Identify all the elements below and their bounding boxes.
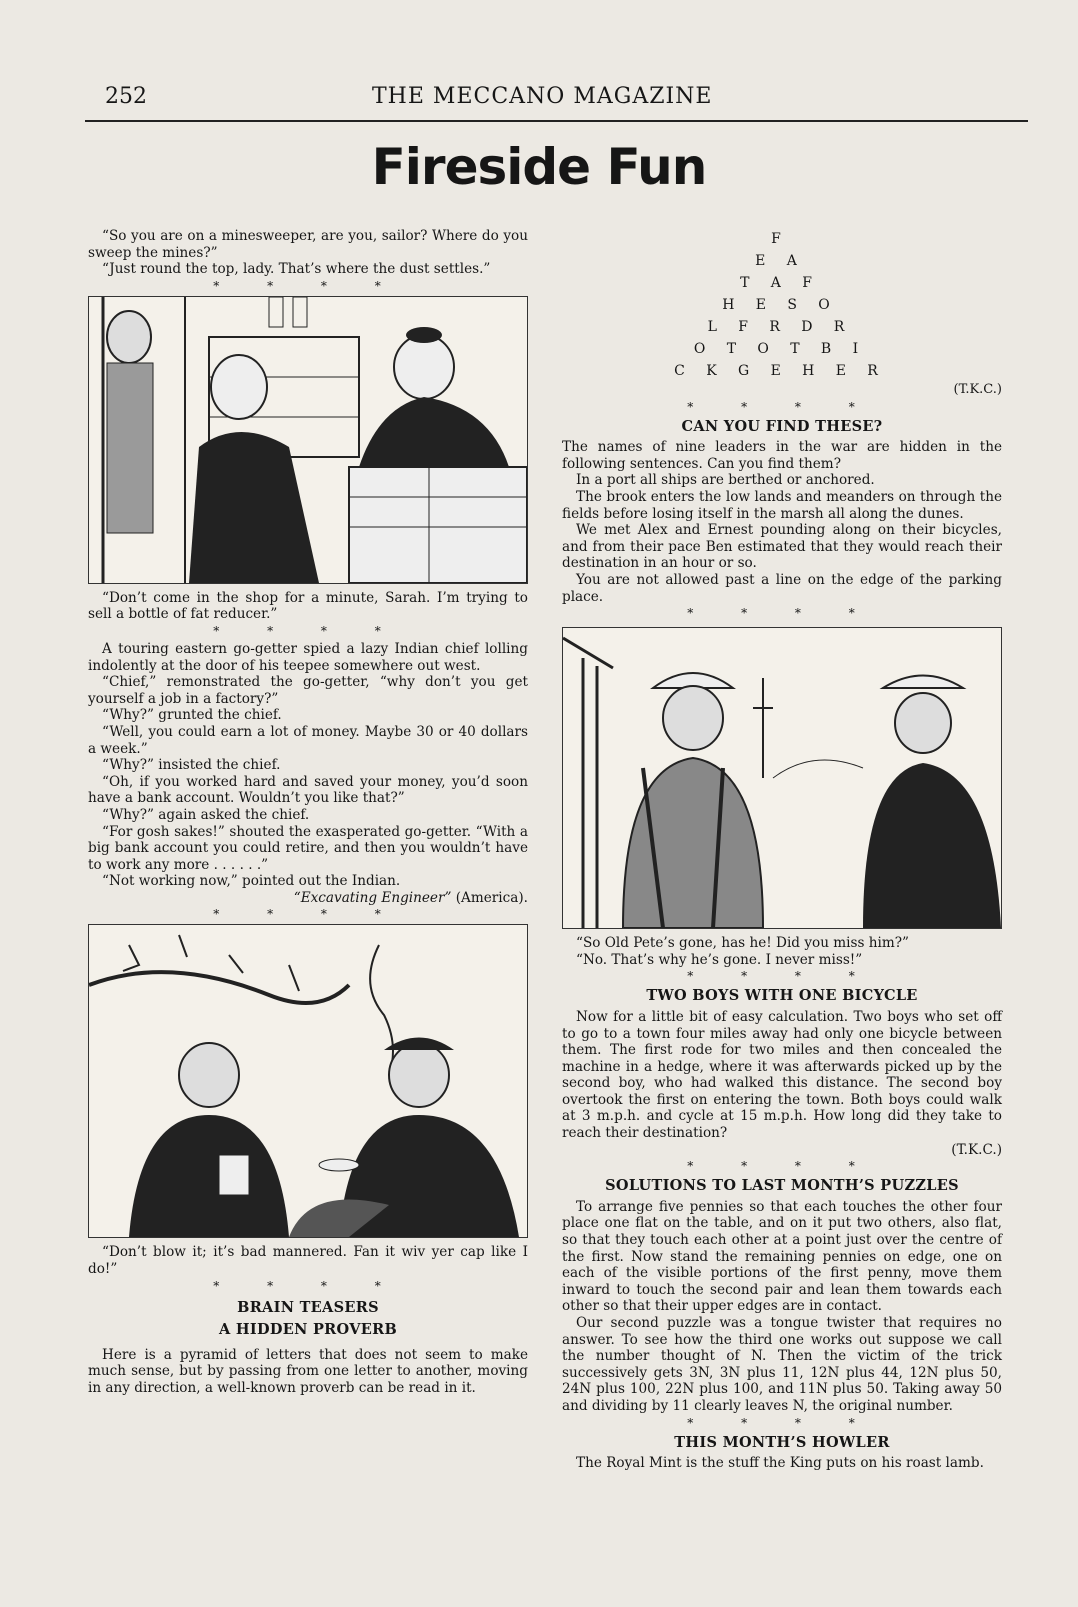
pyramid-row: C K G E H E R [674,363,880,379]
story-para: “Well, you could earn a lot of money. Maybe 30 or 40 dollars a week.” [88,723,528,757]
find-para: The names of nine leaders in the war are hidden in the following sentences. Can you find them? [562,439,1002,472]
cartoon-cowboys [562,627,1002,929]
find-para: The brook enters the low lands and meanders on through the fields before losing itself in the marsh all along the dunes. [562,488,1002,522]
pyramid-row: T A F [740,275,814,291]
cartoon-caption: “Don’t come in the shop for a minute, Sarah. I’m trying to sell a bottle of fat reducer.” [88,589,528,623]
find-heading: CAN YOU FIND THESE? [681,417,883,435]
separator-stars: * * * * [687,606,877,621]
story-para: “Chief,” remonstrated the go-getter, “why don’t you get yourself a job in a factory?” [88,674,528,707]
find-para: You are not allowed past a line on the edge of the parking place. [562,571,1002,605]
howler-heading: THIS MONTH’S HOWLER [674,1433,890,1451]
separator-stars: * * * * [687,399,877,414]
find-para: We met Alex and Ernest pounding along on their bicycles, and from their pace Ben estimated that they would reach their destination in an hour or so. [562,522,1002,572]
page-title: Fireside Fun [371,138,707,196]
header-rule [85,120,1028,122]
separator-stars: * * * * [213,623,403,638]
story-para: A touring eastern go-getter spied a lazy Indian chief lolling indolently at the door of his teepee somewhere out west. [88,640,528,674]
pyramid-row: H E S O [722,297,832,313]
right-column [562,228,1002,1472]
cartoon-caption: “Don’t blow it; it’s bad mannered. Fan it wiv yer cap like I do!” [88,1244,528,1278]
bicycle-text: Now for a little bit of easy calculation. Two boys who set off to go to a town four miles away had only one bicycle between them. The first rode for two miles and then concealed the machine in a hedge, where it was afterwards picked up by the second boy, who had walked this distance. The second boy overtook the first on entering the town. Both boys could walk at 3 m.p.h. and cycle at 15 m.p.h. How long did they take to reach their destination? [562,1008,1002,1142]
cartoon-campfire [88,924,528,1238]
pyramid-row: L F R D R [707,319,847,335]
joke-line: “Just round the top, lady. That’s where the dust settles.” [102,261,491,278]
pyramid-row: F [771,231,783,247]
separator-stars: * * * * [687,1159,877,1174]
pyramid-row: O T O T B I [693,341,861,357]
solutions-para: To arrange five pennies so that each touches the other four place one flat on the table, and on it put two others, also flat, so that they touch each other at a point just over the centre of the first. Now stand the remaining pennies on edge, one on each of the visible portions of the first penny, move them inward to touch the second pair and lean them towards each other so that their upper edges are in contact. [562,1198,1002,1315]
separator-stars: * * * * [687,969,877,984]
separator-stars: * * * * [213,278,403,293]
hidden-proverb-heading: A HIDDEN PROVERB [218,1321,398,1339]
story-para: “Why?” again asked the chief. [102,806,310,823]
story-para: “Not working now,” pointed out the Indian. [102,873,401,890]
story-para: “Why?” insisted the chief. [102,757,281,774]
find-para: In a port all ships are berthed or anchored. [576,472,875,489]
solutions-para: Our second puzzle was a tongue twister that requires no answer. To see how the third one works out suppose we call the number thought of N. Then the victim of the trick successively gets 3N, 3N plus 11, 12N plus 44, 12N plus 50, 24N plus 100, 22N plus 100, and 11N plus 50. Taking away 50 and dividing by 11 clearly leaves N, the original number. [562,1315,1002,1414]
left-column [88,228,528,1397]
story-credit [88,890,528,907]
cartoon-caption: “So Old Pete’s gone, has he! Did you miss him?” [576,935,910,952]
separator-stars: * * * * [687,1415,877,1430]
pyramid-row: E A [755,253,799,269]
bicycle-heading: TWO BOYS WITH ONE BICYCLE [646,987,918,1005]
credit-source: “Excavating Engineer” [293,889,452,906]
pyramid-credit: (T.K.C.) [953,382,1002,397]
letter-pyramid [552,228,1002,382]
cartoon-shop [88,296,528,584]
solutions-heading: SOLUTIONS TO LAST MONTH’S PUZZLES [605,1177,959,1195]
page-number: 252 [105,84,147,109]
separator-stars: * * * * [213,1278,403,1293]
separator-stars: * * * * [213,907,403,922]
brain-teasers-heading: BRAIN TEASERS [237,1298,379,1316]
joke-line: “So you are on a minesweeper, are you, sailor? Where do you sweep the mines?” [88,228,528,261]
proverb-text: Here is a pyramid of letters that does not seem to make much sense, but by passing from one letter to another, moving in any direction, a well-known proverb can be read in it. [88,1346,528,1397]
bicycle-credit: (T.K.C.) [951,1141,1002,1158]
credit-country: (America). [455,889,528,906]
howler-text: The Royal Mint is the stuff the King puts on his roast lamb. [576,1455,984,1472]
cartoon-caption: “No. That’s why he’s gone. I never miss!” [576,951,863,968]
magazine-title: THE MECCANO MAGAZINE [372,84,713,109]
story-para: “For gosh sakes!” shouted the exasperated go-getter. “With a big bank account you could retire, and then you wouldn’t have to work any more . . . . . .” [88,823,528,873]
story-para: “Oh, if you worked hard and saved your money, you’d soon have a bank account. Wouldn’t you like that?” [88,773,528,807]
story-para: “Why?” grunted the chief. [102,707,282,724]
